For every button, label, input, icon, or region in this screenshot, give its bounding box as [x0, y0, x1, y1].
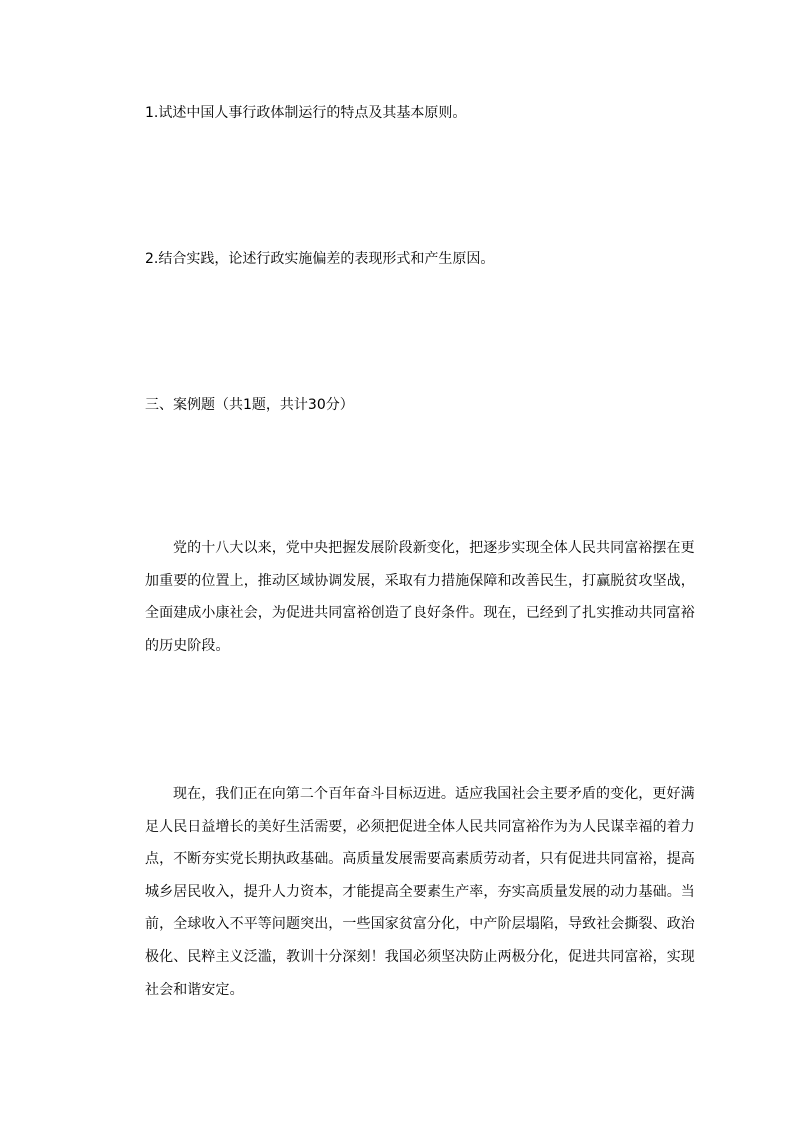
paragraph-line: 社会和谐安定。 [145, 981, 244, 998]
paragraph-line: 点，不断夯实党长期执政基础。高质量发展需要高素质劳动者，只有促进共同富裕，提高 [145, 851, 695, 868]
paragraph-line: 加重要的位置上，推动区域协调发展，采取有力措施保障和改善民生，打赢脱贫攻坚战， [145, 572, 695, 589]
paragraph-line: 极化、民粹主义泛滥，教训十分深刻！我国必须坚决防止两极分化，促进共同富裕，实现 [145, 948, 695, 965]
case-paragraph-1 [145, 539, 695, 669]
paragraph-line: 城乡居民收入，提升人力资本，才能提高全要素生产率，夯实高质量发展的动力基础。当 [145, 883, 695, 900]
paragraph-line: 的历史阶段。 [145, 637, 230, 654]
paragraph-line: 现在，我们正在向第二个百年奋斗目标迈进。适应我国社会主要矛盾的变化，更好满 [173, 786, 695, 802]
paragraph-line: 党的十八大以来，党中央把握发展阶段新变化，把逐步实现全体人民共同富裕摆在更 [173, 540, 695, 556]
paragraph-line: 足人民日益增长的美好生活需要，必须把促进全体人民共同富裕作为为人民谋幸福的着力 [145, 818, 695, 835]
question-1: 1.试述中国人事行政体制运行的特点及其基本原则。 [145, 105, 467, 121]
case-paragraph-2 [145, 785, 695, 1013]
section-heading: 三、案例题（共1题，共计30分） [145, 397, 354, 413]
paragraph-line: 前，全球收入不平等问题突出，一些国家贫富分化，中产阶层塌陷，导致社会撕裂、政治 [145, 916, 695, 933]
question-2: 2.结合实践，论述行政实施偏差的表现形式和产生原因。 [145, 251, 495, 267]
paragraph-line: 全面建成小康社会，为促进共同富裕创造了良好条件。现在，已经到了扎实推动共同富裕 [145, 605, 695, 622]
